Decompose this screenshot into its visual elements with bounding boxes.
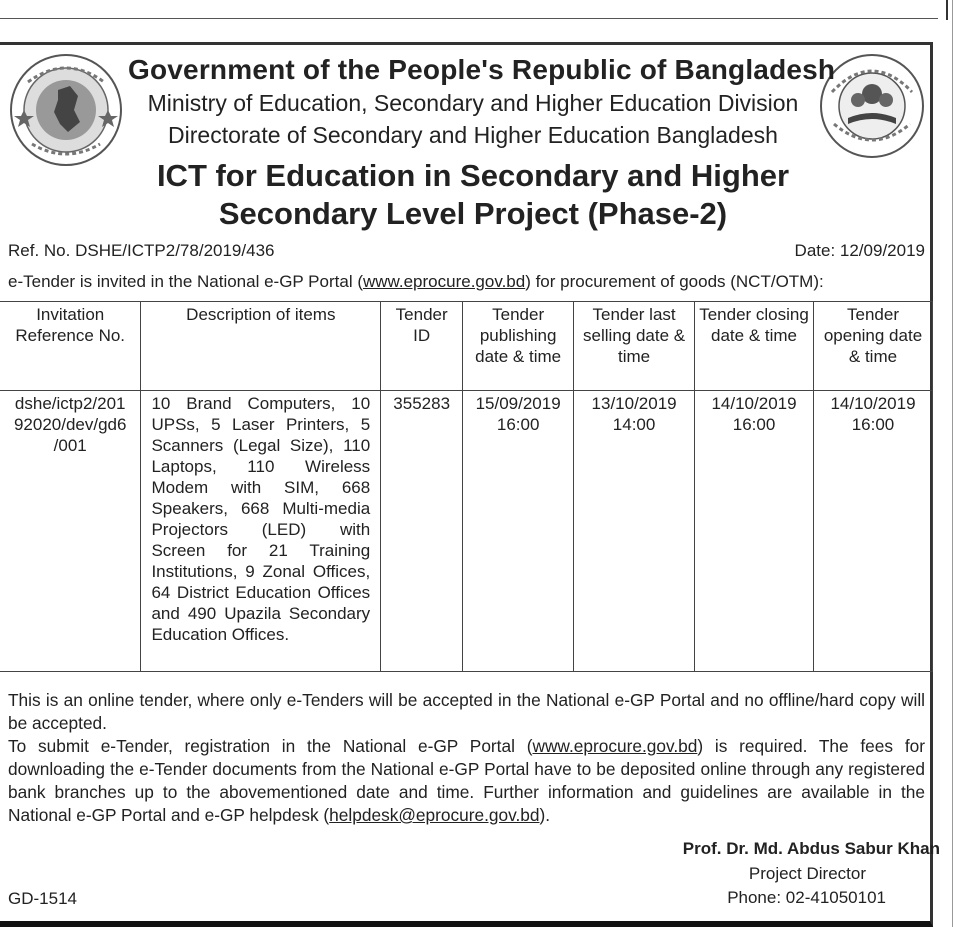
table-header-row: [0, 302, 933, 391]
ministry-title: Ministry of Education, Secondary and Higher Education Division: [147, 90, 799, 116]
signatory-title: Project Director: [748, 864, 866, 883]
cell-last-selling: 13/10/2019 14:00: [574, 391, 695, 672]
directorate-title: Directorate of Secondary and Higher Education Bangladesh: [168, 122, 778, 148]
submission-note: [8, 735, 925, 827]
col-header-closing: Tender closing date & time: [695, 302, 814, 391]
col-header-description: Description of items: [141, 302, 381, 391]
cell-description: 10 Brand Computers, 10 UPSs, 5 Laser Printers, 5 Scanners (Legal Size), 110 Laptops, 110 Wireless Modem with SIM, 668 Speakers, 668 Multi-media Projectors (LED) with Screen for 21 Training Institutions, 9 Zonal Offices, 64 District Education Offices and 490 Upazila Secondary Education Offices.: [141, 391, 381, 672]
project-title-line2: Secondary Level Project (Phase-2): [218, 196, 728, 231]
cell-tender-id: 355283: [381, 391, 463, 672]
notice-date: Date: 12/09/2019: [794, 241, 925, 260]
scan-edge: [952, 0, 962, 927]
tender-table: [0, 301, 933, 672]
col-header-opening: Tender opening date & time: [813, 302, 932, 391]
col-header-publishing: Tender publishing date & time: [463, 302, 574, 391]
tender-intro: [8, 272, 824, 292]
intro-text-before: e-Tender is invited in the National e-GP Portal (: [8, 272, 363, 291]
cell-publishing: 15/09/2019 16:00: [463, 391, 574, 672]
top-divider: [0, 18, 938, 19]
bangladesh-government-seal-icon: [8, 52, 124, 168]
top-mark: [946, 0, 948, 20]
reference-number: Ref. No. DSHE/ICTP2/78/2019/436: [8, 241, 275, 260]
government-title: Government of the People's Republic of Bangladesh: [128, 54, 836, 85]
helpdesk-email-link[interactable]: helpdesk@eprocure.gov.bd: [329, 805, 540, 825]
cell-opening: 14/10/2019 16:00: [813, 391, 932, 672]
submission-text-middle: ) is required. The fees for downloading the e-Tender documents from the National e-GP Portal have to be deposited online through any registered bank branches up to the abovementioned date and time. Further information and guidelines are available in the National e-GP Portal and e-GP helpdesk (: [8, 736, 925, 825]
intro-text-after: ) for procurement of goods (NCT/OTM):: [525, 272, 824, 291]
submission-text-end: ).: [539, 805, 551, 825]
online-tender-note: This is an online tender, where only e-Tenders will be accepted in the National e-GP Portal and no offline/hard copy will be accepted.: [8, 690, 925, 733]
eprocure-link[interactable]: www.eprocure.gov.bd: [362, 272, 526, 291]
table-row: [0, 391, 933, 672]
gd-code: GD-1514: [8, 889, 77, 908]
col-header-tender-id: Tender ID: [381, 302, 463, 391]
col-header-last-selling: Tender last selling date & time: [574, 302, 695, 391]
cell-closing: 14/10/2019 16:00: [695, 391, 814, 672]
tender-notes: [8, 689, 925, 827]
submission-text-before: To submit e-Tender, registration in the National e-GP Portal (: [8, 736, 533, 756]
signatory-phone: Phone: 02-41050101: [727, 888, 886, 907]
cell-invitation-ref: dshe/ictp2/201 92020/dev/gd6 /001: [0, 391, 141, 672]
signatory-name: Prof. Dr. Md. Abdus Sabur Khan: [682, 839, 940, 858]
col-header-invitation-ref: Invitation Reference No.: [0, 302, 141, 391]
eprocure-link-2[interactable]: www.eprocure.gov.bd: [532, 736, 698, 756]
project-title-line1: ICT for Education in Secondary and Higher: [156, 158, 790, 193]
